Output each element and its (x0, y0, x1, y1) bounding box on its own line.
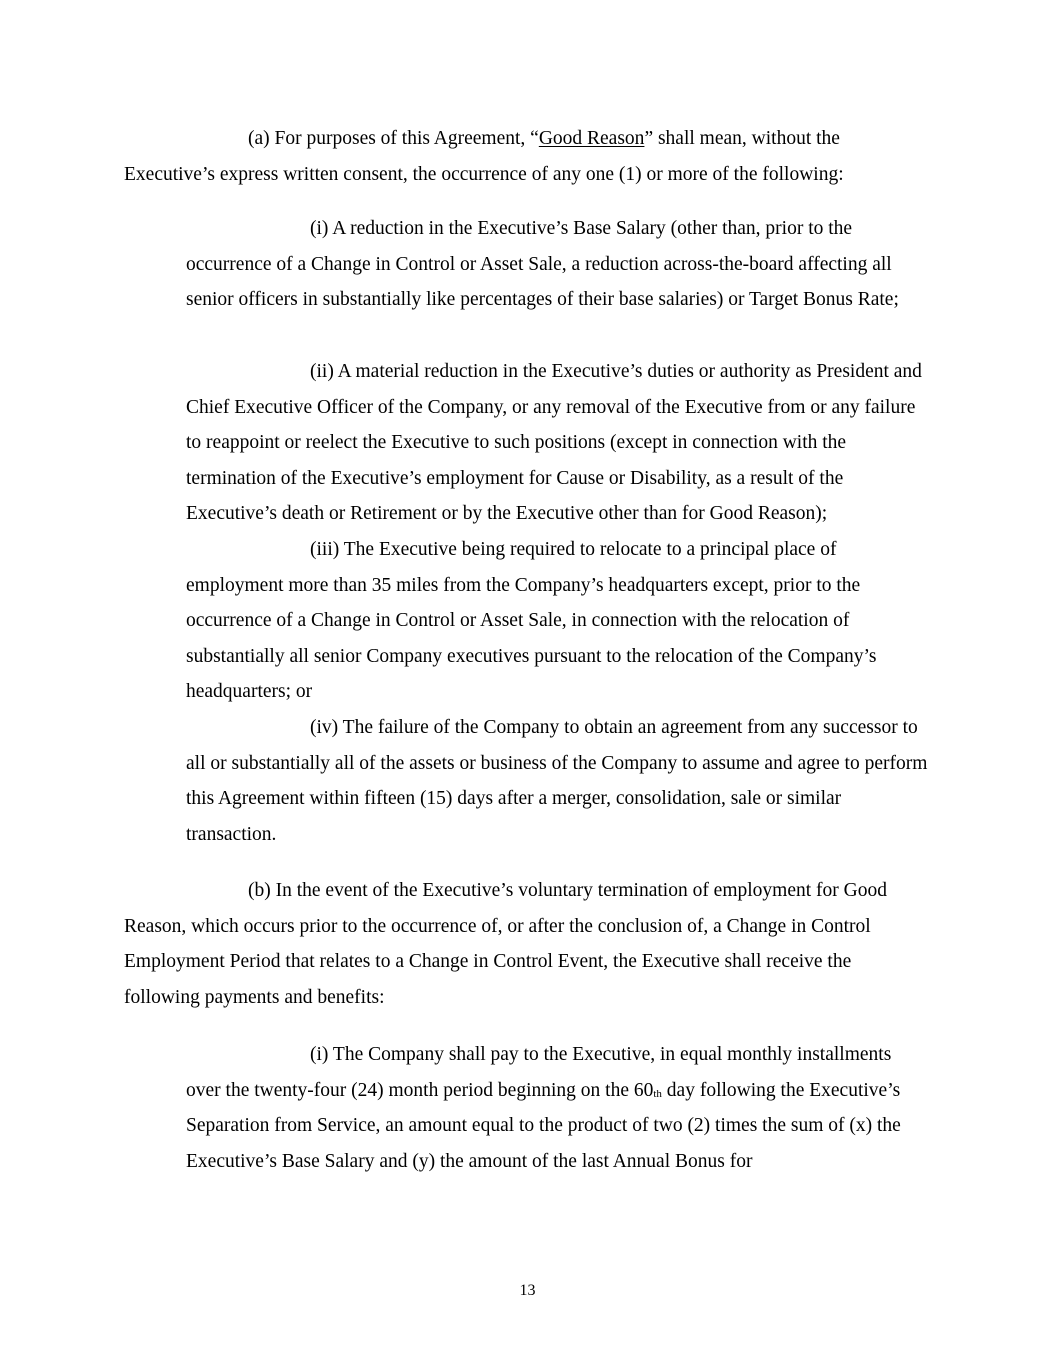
page-number: 13 (519, 1282, 536, 1299)
section-b-item-i-before: (i) The Company shall pay to the Executive, in equal monthly installments over the twenty-four (24) month period beginning on the 60 (186, 1044, 892, 1101)
section-b-item-i (186, 1037, 930, 1179)
section-a-intro (124, 121, 930, 192)
section-a-intro-before: (a) For purposes of this Agreement, “ (248, 128, 539, 149)
section-a-item-ii: (ii) A material reduction in the Executive’s duties or authority as President and Chief Executive Officer of the Company, or any removal of the Executive from or any failure to reappoint or reelect the Executive to such positions (except in connection with the termination of the Executive’s employment for Cause or Disability, as a result of the Executive’s death or Retirement or by the Executive other than for Good Reason); (186, 361, 922, 525)
section-b-intro: (b) In the event of the Executive’s voluntary termination of employment for Good Reason, which occurs prior to the occurrence of, or after the conclusion of, a Change in Control Employment Period that relates to a Change in Control Event, the Executive shall receive the following payments and benefits: (124, 880, 887, 1008)
ordinal-suffix: th (653, 1087, 662, 1100)
section-a-item-iv: (iv) The failure of the Company to obtain an agreement from any successor to all or substantially all of the assets or business of the Company to assume and agree to perform this Agreement within fifteen (15) days after a merger, consolidation, sale or similar transaction. (186, 717, 928, 845)
good-reason-defined-term: Good Reason (538, 128, 645, 149)
section-a-item-i: (i) A reduction in the Executive’s Base Salary (other than, prior to the occurrence of a Change in Control or Asset Sale, a reduction across-the-board affecting all senior officers in substantially like percentages of their base salaries) or Target Bonus Rate; (186, 218, 899, 311)
section-b-item-i-after: day following the Executive’s Separation from Service, an amount equal to the product of two (2) times the sum of (x) the Executive’s Base Salary and (y) the amount of the last Annual Bonus for (186, 1079, 901, 1172)
section-a-item-iii: (iii) The Executive being required to relocate to a principal place of employment more than 35 miles from the Company’s headquarters except, prior to the occurrence of a Change in Control or Asset Sale, in connection with the relocation of substantially all senior Company executives pursuant to the relocation of the Company’s headquarters; or (186, 539, 877, 703)
section-a-intro-after: ” shall mean, without the Executive’s express written consent, the occurrence of any one (1) or more of the following: (124, 128, 844, 185)
